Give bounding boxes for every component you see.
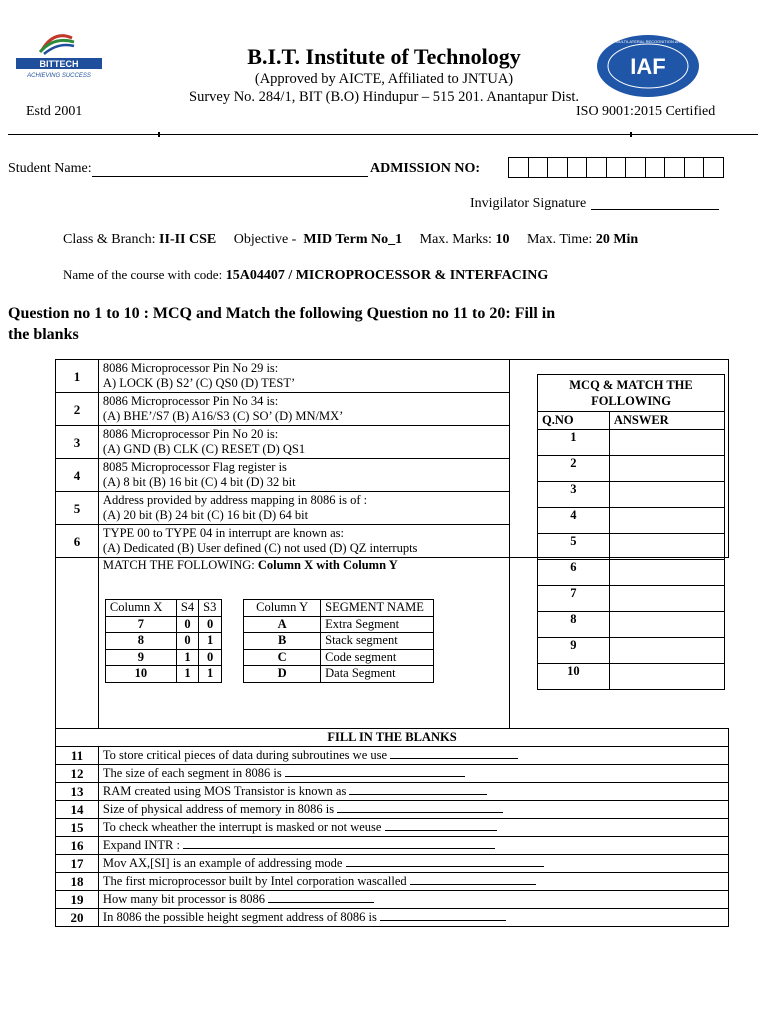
column-y-table: Column Y SEGMENT NAME A Extra Segment B Stack segment C Code segment D Data Segment xyxy=(243,599,434,683)
column-x-row: 9 1 0 xyxy=(105,649,221,666)
iaf-ring-text: MEMBER OF MULTILATERAL RECOGNITION ARRANGEMENT xyxy=(590,39,706,44)
blank-answer-line[interactable] xyxy=(410,874,536,885)
fill-blank-row xyxy=(56,783,729,801)
question-text: 8086 Microprocessor Pin No 20 is: (A) GND (B) CLK (C) RESET (D) QS1 xyxy=(98,426,509,459)
column-x-row: 10 1 1 xyxy=(105,666,221,683)
iaf-text: IAF xyxy=(630,54,666,79)
answer-row xyxy=(538,560,725,586)
admission-no-label: ADMISSION NO: xyxy=(370,161,481,176)
answer-cell[interactable] xyxy=(609,612,724,638)
question-number: 19 xyxy=(56,891,99,909)
answer-qno: 4 xyxy=(538,508,610,534)
answer-row xyxy=(538,456,725,482)
student-name-label: Student Name: xyxy=(8,161,92,176)
question-number: 2 xyxy=(56,393,99,426)
answer-qno: 10 xyxy=(538,664,610,690)
blank-answer-line[interactable] xyxy=(346,856,544,867)
answer-qno: 6 xyxy=(538,560,610,586)
question-number: 20 xyxy=(56,909,99,927)
question-number: 6 xyxy=(56,525,99,558)
fill-blank-row xyxy=(56,855,729,873)
logo-text: BITTECH xyxy=(39,59,79,69)
answer-cell[interactable] xyxy=(609,534,724,560)
blank-answer-line[interactable] xyxy=(268,892,374,903)
answer-qno: 9 xyxy=(538,638,610,664)
question-number: 5 xyxy=(56,492,99,525)
blank-answer-line[interactable] xyxy=(380,910,506,921)
fill-question-text: The first microprocessor built by Intel corporation wascalled xyxy=(98,873,728,891)
blank-answer-line[interactable] xyxy=(385,820,497,831)
answer-qno: 7 xyxy=(538,586,610,612)
question-number: 11 xyxy=(56,747,99,765)
answer-row xyxy=(538,612,725,638)
answer-row xyxy=(538,664,725,690)
column-y-row: D Data Segment xyxy=(244,666,434,683)
student-name-field[interactable] xyxy=(92,176,368,177)
question-number: 14 xyxy=(56,801,99,819)
invigilator-signature-field[interactable] xyxy=(591,209,719,210)
fill-title-row: FILL IN THE BLANKS xyxy=(56,729,729,747)
answer-qno: 1 xyxy=(538,430,610,456)
question-number: 3 xyxy=(56,426,99,459)
question-number: 13 xyxy=(56,783,99,801)
fill-blank-row xyxy=(56,765,729,783)
answer-cell[interactable] xyxy=(609,456,724,482)
question-number: 17 xyxy=(56,855,99,873)
answer-qno: 5 xyxy=(538,534,610,560)
fill-question-text: RAM created using MOS Transistor is known as xyxy=(98,783,728,801)
answer-row xyxy=(538,534,725,560)
match-title: MATCH THE FOLLOWING: Column X with Column Y xyxy=(102,558,398,572)
column-y-row: B Stack segment xyxy=(244,633,434,650)
invigilator-label: Invigilator Signature xyxy=(470,196,587,211)
blank-answer-line[interactable] xyxy=(349,784,487,795)
column-x-row: 8 0 1 xyxy=(105,633,221,650)
class-info-line: Class & Branch: II-II CSE Objective - MID Term No_1 Max. Marks: 10 Max. Time: 20 Min xyxy=(63,232,639,247)
admission-no-boxes[interactable] xyxy=(508,157,723,178)
fill-blank-row xyxy=(56,819,729,837)
fill-blank-row xyxy=(56,837,729,855)
answer-cell[interactable] xyxy=(609,430,724,456)
answer-qno: 3 xyxy=(538,482,610,508)
fill-question-text: In 8086 the possible height segment address of 8086 is xyxy=(98,909,728,927)
fill-question-text: To store critical pieces of data during subroutines we use xyxy=(98,747,728,765)
iso-certification: ISO 9001:2015 Certified xyxy=(576,104,716,119)
logo-tagline: ACHIEVING SUCCESS xyxy=(27,73,91,79)
question-number: 18 xyxy=(56,873,99,891)
answer-qno: 2 xyxy=(538,456,610,482)
question-number: 12 xyxy=(56,765,99,783)
course-info-line: Name of the course with code: 15A04407 / MICROPROCESSOR & INTERFACING xyxy=(63,267,549,283)
question-text: 8086 Microprocessor Pin No 34 is: (A) BHE’/S7 (B) A16/S3 (C) SO’ (D) MN/MX’ xyxy=(98,393,509,426)
column-y-row: C Code segment xyxy=(244,649,434,666)
question-number: 16 xyxy=(56,837,99,855)
fill-question-text: How many bit processor is 8086 xyxy=(98,891,728,909)
approval-line: (Approved by AICTE, Affiliated to JNTUA) xyxy=(254,71,514,87)
answer-cell[interactable] xyxy=(609,664,724,690)
answer-cell[interactable] xyxy=(609,586,724,612)
question-text: TYPE 00 to TYPE 04 in interrupt are known as: (A) Dedicated (B) User defined (C) not used (D) QZ interrupts xyxy=(98,525,509,558)
answer-cell[interactable] xyxy=(609,560,724,586)
fill-question-text: The size of each segment in 8086 is xyxy=(98,765,728,783)
blank-answer-line[interactable] xyxy=(285,766,465,777)
answer-cell[interactable] xyxy=(609,508,724,534)
column-x-row: 7 0 0 xyxy=(105,616,221,633)
established-year: Estd 2001 xyxy=(26,104,83,119)
fill-blank-row xyxy=(56,747,729,765)
question-number: 4 xyxy=(56,459,99,492)
answer-qno: 8 xyxy=(538,612,610,638)
fill-question-text: Expand INTR : xyxy=(98,837,728,855)
fill-blank-row xyxy=(56,891,729,909)
fill-question-text: To check wheather the interrupt is masked or not weuse xyxy=(98,819,728,837)
blank-answer-line[interactable] xyxy=(337,802,503,813)
fill-blank-row xyxy=(56,909,729,927)
answer-row xyxy=(538,586,725,612)
question-text: 8085 Microprocessor Flag register is (A) 8 bit (B) 16 bit (C) 4 bit (D) 32 bit xyxy=(98,459,509,492)
fill-question-text: Mov AX,[SI] is an example of addressing mode xyxy=(98,855,728,873)
column-y-row: A Extra Segment xyxy=(244,616,434,633)
fill-blank-row xyxy=(56,873,729,891)
address-line: Survey No. 284/1, BIT (B.O) Hindupur – 515 201. Anantapur Dist. xyxy=(189,89,579,105)
question-text: Address provided by address mapping in 8086 is of : (A) 20 bit (B) 24 bit (C) 16 bit (D) 64 bit xyxy=(98,492,509,525)
answer-row xyxy=(538,430,725,456)
blank-answer-line[interactable] xyxy=(390,748,518,759)
question-number: 15 xyxy=(56,819,99,837)
answer-row xyxy=(538,482,725,508)
question-number: 1 xyxy=(56,360,99,393)
header-divider xyxy=(8,134,758,135)
answer-row xyxy=(538,508,725,534)
answer-cell[interactable] xyxy=(609,638,724,664)
answer-row xyxy=(538,638,725,664)
blank-answer-line[interactable] xyxy=(183,838,495,849)
answer-sheet-table: MCQ & MATCH THE FOLLOWING Q.NO ANSWER 1 2 3 4 5 6 7 8 9 10 xyxy=(537,374,725,690)
fill-blank-row xyxy=(56,801,729,819)
answer-cell[interactable] xyxy=(609,482,724,508)
question-text: 8086 Microprocessor Pin No 29 is: A) LOCK (B) S2’ (C) QS0 (D) TEST’ xyxy=(98,360,509,393)
instructions-heading: Question no 1 to 10 : MCQ and Match the following Question no 11 to 20: Fill in the blanks xyxy=(8,305,556,343)
column-x-table: Column X S4 S3 7 0 0 8 0 1 9 1 0 10 1 1 xyxy=(105,599,222,683)
fill-question-text: Size of physical address of memory in 8086 is xyxy=(98,801,728,819)
institute-name: B.I.T. Institute of Technology xyxy=(247,44,521,69)
